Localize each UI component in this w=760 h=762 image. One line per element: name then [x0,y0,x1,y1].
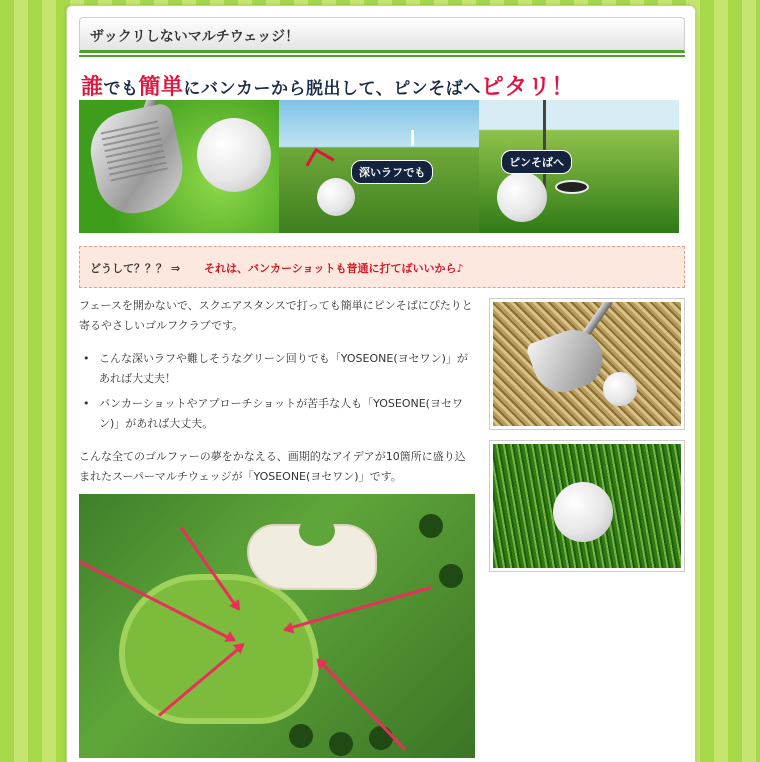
headline-part-5: バンカーから脱出して、ピンそばへ [201,79,481,99]
aerial-green-image [79,494,475,758]
hero-image-wedge-and-ball [79,100,279,233]
list-item: • バンカーショットやアプローチショットが苦手な人も「YOSEONE(ヨセワン)」があれば大丈夫。 [95,394,475,434]
golf-ball-icon [603,372,637,406]
hero-image-pin-side [479,100,679,233]
wedge-head-icon [525,322,611,400]
closing-paragraph: こんな全てのゴルファーの夢をかなえる、画期的なアイデアが10箇所に盛り込まれたスーパーマルチウェッジが「YOSEONE(ヨセワン)」です。 [79,450,466,483]
cup-hole-icon [555,180,589,194]
bunker-notch-shape [299,516,335,546]
headline-part-6: ピタリ！ [480,74,575,100]
list-item: • こんな深いラフや難しそうなグリーン回りでも「YOSEONE(ヨセワン)」があれば大丈夫！ [95,349,475,389]
side-image-bunker-shot [489,298,685,430]
intro-paragraph: フェースを開かないで、スクエアスタンスで打っても簡単にピンそばにぴたりと寄るやさしいゴルフクラブです。 [79,299,473,332]
callout-pin-side: ピンそばへ [501,150,572,174]
why-answer: それは、バンカーショットも普通に打てばいいから♪ [204,262,464,275]
benefit-list [95,349,475,439]
callout-deep-rough: 深いラフでも [351,160,433,184]
tree-icon [289,724,313,748]
tree-icon [369,726,393,750]
golf-ball-icon [497,172,547,222]
headline-part-3: 簡単 [138,75,184,100]
tree-icon [329,732,353,756]
tree-icon [439,564,463,588]
distant-flag-icon [411,130,414,146]
headline-part-1: 誰 [81,75,104,100]
section-title: ザックリしないマルチウェッジ！ [90,29,300,45]
golf-ball-icon [317,178,355,216]
hero-image-deep-rough [279,100,479,233]
headline-part-4: に [183,79,202,99]
section-title-bar [79,17,685,53]
side-image-ball-in-rough [489,440,685,572]
tree-icon [419,514,443,538]
golf-ball-icon [197,118,271,192]
why-question: どうして？？？ ⇒ [90,262,181,275]
headline [81,68,681,101]
content-card [66,5,696,762]
golf-ball-icon [553,482,613,542]
headline-part-2: でも [103,79,139,99]
why-box [79,246,685,288]
arrow-pointer-icon [284,586,431,631]
emphasis-rays-icon [305,148,334,176]
